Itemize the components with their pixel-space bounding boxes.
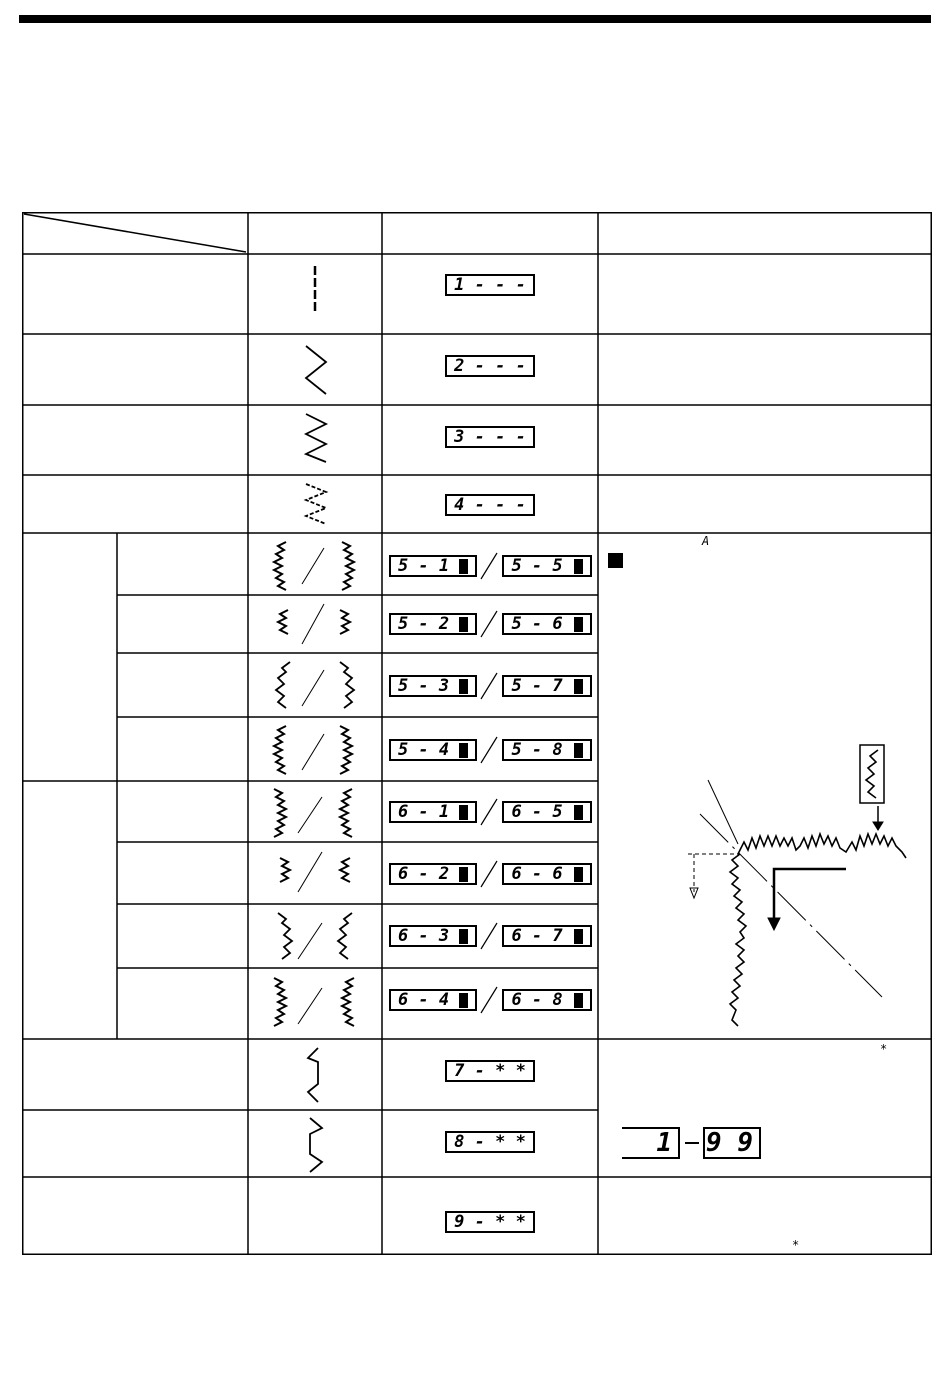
short-reverse-scallop-icon xyxy=(268,848,360,898)
code-5-7: 5 - 7 xyxy=(502,675,592,697)
code-display-8: 8 - * * xyxy=(445,1131,535,1153)
code-display-7: 7 - * * xyxy=(445,1060,535,1082)
code-6-1: 6 - 1 xyxy=(389,801,477,823)
curve-scallop-icon xyxy=(268,658,360,714)
code-5-1: 5 - 1 xyxy=(389,555,477,577)
code-display-4: 4 - - - xyxy=(445,494,535,516)
square-marker-icon xyxy=(608,553,623,568)
code-5-2: 5 - 2 xyxy=(389,613,477,635)
slash-divider xyxy=(479,736,499,764)
code-6-4: 6 - 4 xyxy=(389,989,477,1011)
slash-divider xyxy=(479,798,499,826)
code-6-8: 6 - 8 xyxy=(502,989,592,1011)
curve-reverse-scallop-icon xyxy=(268,909,360,967)
long-reverse-scallop-icon xyxy=(268,974,360,1034)
code-5-5: 5 - 5 xyxy=(502,555,592,577)
code-5-8: 5 - 8 xyxy=(502,739,592,761)
corner-stitch-diagram xyxy=(682,742,912,1032)
slash-divider xyxy=(479,610,499,638)
slash-divider xyxy=(479,922,499,950)
slash-divider xyxy=(479,986,499,1014)
slash-divider xyxy=(479,552,499,580)
double-zigzag-icon xyxy=(300,412,330,464)
long-scallop-icon xyxy=(268,722,360,778)
slash-divider xyxy=(479,860,499,888)
triple-zigzag-icon xyxy=(300,482,330,530)
short-scallop-icon xyxy=(268,600,360,650)
slash-divider xyxy=(479,672,499,700)
code-5-4: 5 - 4 xyxy=(389,739,477,761)
asterisk-marker: * xyxy=(880,1042,888,1056)
asterisk-marker-bottom: * xyxy=(792,1238,800,1252)
code-6-7: 6 - 7 xyxy=(502,925,592,947)
range-display-to: 9 9 xyxy=(703,1127,761,1159)
code-display-9: 9 - * * xyxy=(445,1211,535,1233)
code-6-3: 6 - 3 xyxy=(389,925,477,947)
zigzag-stitch-icon xyxy=(300,344,330,396)
code-5-3: 5 - 3 xyxy=(389,675,477,697)
code-display-3: 3 - - - xyxy=(445,426,535,448)
code-6-2: 6 - 2 xyxy=(389,863,477,885)
blind-stitch-icon xyxy=(302,1046,332,1106)
top-rule xyxy=(19,15,931,23)
code-6-5: 6 - 5 xyxy=(502,801,592,823)
code-5-6: 5 - 6 xyxy=(502,613,592,635)
elastic-blind-stitch-icon xyxy=(302,1116,332,1176)
range-display-from: 1 xyxy=(622,1127,680,1159)
code-display-2: 2 - - - xyxy=(445,355,535,377)
range-dash xyxy=(685,1142,699,1144)
reverse-scallop-icon xyxy=(268,785,360,841)
small-a-marker: A xyxy=(702,534,710,548)
scallop-left-right-icon xyxy=(268,538,360,594)
code-6-6: 6 - 6 xyxy=(502,863,592,885)
code-display-1: 1 - - - xyxy=(445,274,535,296)
straight-stitch-icon xyxy=(307,264,323,316)
stitch-table xyxy=(22,212,932,1255)
